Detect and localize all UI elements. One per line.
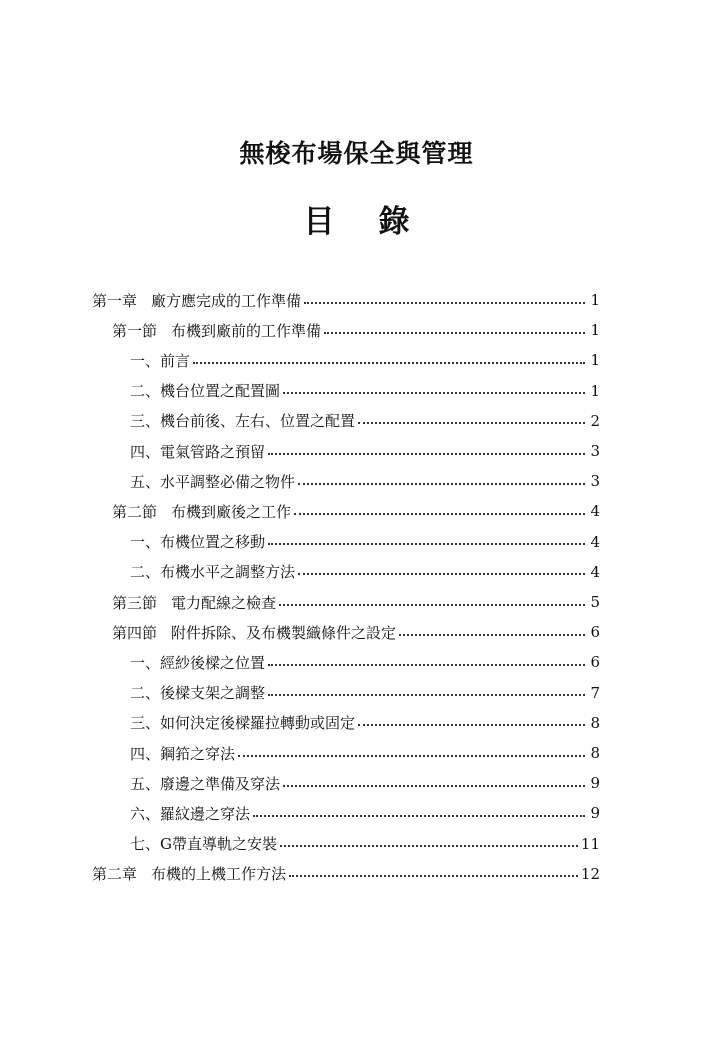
toc-page-number: 1	[590, 351, 600, 370]
toc-entry-label	[130, 471, 295, 492]
toc-entry-label	[130, 652, 265, 673]
toc-entry-text: 六、羅紋邊之穿法	[130, 804, 251, 823]
toc-entry	[130, 801, 600, 825]
toc-page-number: 1	[590, 291, 600, 309]
toc-entry-number: 第二章	[92, 865, 138, 884]
toc-entry-text: 四、鋼筘之穿法	[130, 744, 236, 763]
toc-entry-text: 布機的上機工作方法	[151, 865, 287, 884]
toc-page-number: 11	[580, 834, 600, 853]
dot-leader	[268, 452, 585, 455]
toc-entry-label	[130, 561, 295, 582]
dot-leader	[268, 663, 585, 666]
toc-entry	[112, 318, 600, 342]
toc-entry	[130, 832, 600, 856]
toc-entry-number: 第四節	[112, 623, 158, 642]
dot-leader	[268, 542, 585, 545]
toc-entry-label	[112, 592, 276, 613]
toc-page-number: 6	[590, 623, 600, 642]
dot-leader	[268, 693, 585, 696]
toc-page-number: 4	[590, 532, 600, 551]
toc-entry	[130, 741, 600, 765]
toc-entry-text: 五、水平調整必備之物件	[130, 472, 296, 491]
dot-leader	[304, 301, 585, 304]
toc-entry-text: 七、G帶直導軌之安裝	[130, 835, 277, 854]
dot-leader	[283, 391, 585, 394]
toc-entry-number: 第一章	[92, 291, 138, 310]
toc-entry	[112, 620, 600, 644]
toc-entry-text: 廠方應完成的工作準備	[151, 291, 302, 310]
dot-leader	[324, 331, 585, 334]
dot-leader	[298, 482, 585, 485]
toc-entry-label	[130, 441, 265, 462]
toc-entry-label	[130, 833, 277, 854]
toc-page-number: 2	[590, 411, 600, 430]
toc-entry	[112, 499, 600, 523]
toc-entry-label	[130, 350, 190, 371]
dot-leader	[298, 572, 585, 575]
toc-entry-text: 布機到廠後之工作	[171, 502, 292, 521]
toc-page-number: 8	[590, 713, 600, 732]
toc-entry	[130, 409, 600, 433]
toc-entry-text: 一、經紗後樑之位置	[130, 653, 266, 672]
toc-entry-label	[92, 290, 301, 311]
book-title: 無梭布場保全與管理	[239, 139, 474, 168]
toc-entry-label	[112, 501, 291, 522]
toc-entry	[130, 469, 600, 493]
dot-leader	[358, 421, 585, 424]
toc-page-number: 3	[590, 442, 600, 460]
toc-entry-number: 第三節	[112, 593, 158, 612]
toc-entry-text: 一、布機位置之移動	[130, 533, 266, 552]
toc-entry-text: 電力配線之檢查	[171, 593, 277, 612]
toc-entry-label	[112, 622, 396, 643]
toc-entry	[130, 530, 600, 554]
toc-entry	[130, 771, 600, 795]
toc-page-number: 8	[590, 744, 600, 762]
toc-entry	[130, 439, 600, 463]
toc-page-number: 5	[590, 593, 600, 611]
toc-entry-number: 第二節	[112, 502, 158, 521]
toc-entry	[112, 590, 600, 614]
toc-page-number: 12	[580, 864, 600, 883]
toc-entry-text: 四、電氣管路之預留	[130, 442, 266, 461]
dot-leader	[358, 723, 585, 726]
dot-leader	[193, 361, 585, 364]
toc-entry	[130, 681, 600, 705]
toc-page-number: 3	[590, 472, 600, 491]
toc-entry-text: 布機到廠前的工作準備	[171, 321, 322, 340]
toc-entry-number: 第一節	[112, 321, 158, 340]
toc-entry-label	[130, 682, 265, 703]
toc-entry-label	[92, 863, 286, 884]
toc-entry	[130, 560, 600, 584]
toc-entry	[130, 348, 600, 372]
toc-page-number: 1	[590, 381, 600, 400]
toc-entry-text: 三、如何決定後樑羅拉轉動或固定	[130, 714, 356, 733]
dot-leader	[280, 844, 578, 847]
toc-entry-label	[130, 410, 355, 431]
dot-leader	[399, 633, 585, 636]
toc-entry	[92, 288, 600, 312]
toc-entry-text: 二、機台位置之配置圖	[130, 382, 281, 401]
toc-page-number: 4	[590, 562, 600, 581]
toc-entry-text: 二、後樑支架之調整	[130, 684, 266, 703]
toc-heading: 目錄	[303, 204, 454, 240]
toc-entry-label	[130, 803, 250, 824]
toc-entry-text: 二、布機水平之調整方法	[130, 563, 296, 582]
toc-entry	[92, 862, 600, 886]
dot-leader	[289, 874, 578, 877]
toc-entry-label	[112, 320, 321, 341]
dot-leader	[253, 814, 585, 817]
toc-entry	[130, 650, 600, 674]
dot-leader	[238, 754, 585, 757]
toc-page-number: 9	[590, 804, 600, 823]
toc-entry	[130, 711, 600, 735]
toc-entry	[130, 379, 600, 403]
toc-entry-label	[130, 380, 280, 401]
toc-entry-label	[130, 531, 265, 552]
dot-leader	[294, 512, 585, 515]
toc-page-number: 9	[590, 774, 600, 793]
toc-page-number: 7	[590, 683, 600, 702]
toc-entry-text: 三、機台前後、左右、位置之配置	[130, 412, 356, 431]
toc-entry-label	[130, 743, 235, 764]
toc-entry-text: 附件拆除、及布機製織條件之設定	[171, 623, 397, 642]
toc-entry-label	[130, 712, 355, 733]
toc-entry-label	[130, 773, 280, 794]
toc-page-number: 4	[590, 502, 600, 521]
toc-page-number: 1	[590, 321, 600, 340]
dot-leader	[279, 603, 585, 606]
dot-leader	[283, 784, 585, 787]
toc-page-number: 6	[590, 653, 600, 672]
toc-entry-text: 五、廢邊之準備及穿法	[130, 774, 281, 793]
toc-entry-text: 一、前言	[130, 351, 191, 370]
